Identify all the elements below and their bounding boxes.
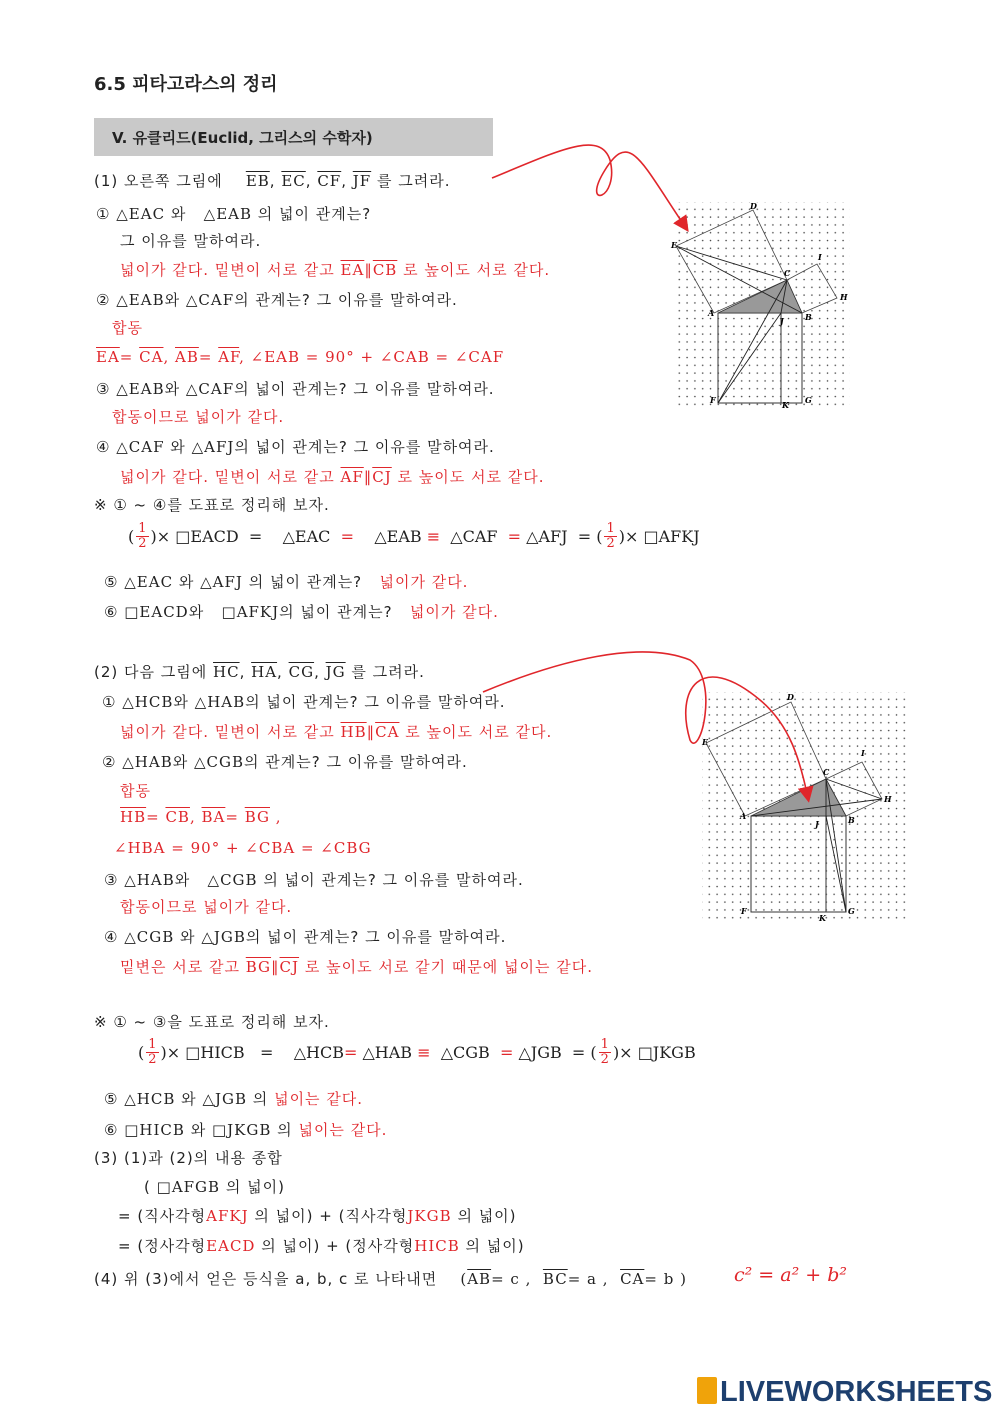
s1-question: (1) 오른쪽 그림에 $\overline{EB}$, $\overline{EC}$, $\overline{CF}$, $\overline{JF}$ 를 그려라. bbox=[94, 172, 451, 190]
label-c: C bbox=[823, 767, 830, 777]
banner-text: V. 유클리드(Euclid, 그리스의 수학자) bbox=[112, 129, 373, 147]
s3-line3: = (정사각형EACD 의 넓이) + (정사각형HICB 의 넓이) bbox=[118, 1237, 525, 1255]
s2-q3: ③ △HAB와 △CGB 의 넓이 관계는? 그 이유를 말하여라. bbox=[104, 871, 524, 889]
label-k: K bbox=[782, 400, 789, 410]
liveworksheets-logo: LIVEWORKSHEETS bbox=[697, 1376, 992, 1409]
frac-half: $\frac{1}{2}$ bbox=[600, 1037, 609, 1067]
s4-line: (4) 위 (3)에서 얻은 등식을 a, b, c 로 나타내면 ($\overline{AB}= c$ , $\overline{BC}= a$ , $\overline{CA}= b$ ) bbox=[94, 1270, 687, 1288]
label-c: C bbox=[784, 268, 791, 278]
label-g: G bbox=[805, 395, 812, 405]
s2-q2: ② △HAB와 △CGB의 관계는? 그 이유를 말하여라. bbox=[102, 753, 468, 771]
label-d: D bbox=[787, 692, 794, 702]
s1-note: ※ ① ~ ④를 도표로 정리해 보자. bbox=[94, 496, 330, 514]
s2-note: ※ ① ~ ③을 도표로 정리해 보자. bbox=[94, 1013, 330, 1031]
label-b: B bbox=[805, 312, 812, 322]
figure-1 bbox=[670, 200, 850, 410]
s3-line1: ( □AFGB 의 넓이) bbox=[144, 1178, 285, 1196]
label-i: I bbox=[818, 252, 822, 262]
s1-q5: ⑤ △EAC 와 △AFJ 의 넓이 관계는? 넓이가 같다. bbox=[104, 573, 469, 591]
s2-a2-line1: 합동 bbox=[120, 782, 151, 800]
s1-a2-line2: $\overline{EA}= \overline{CA}$, $\overline{AB}= \overline{AF}$, ∠EAB = 90° + ∠CAB = ∠CAF bbox=[96, 348, 505, 366]
s3-question: (3) (1)과 (2)의 내용 종합 bbox=[94, 1149, 283, 1167]
label-b: B bbox=[848, 815, 855, 825]
s2-equation: ( $\frac{1}{2}$ )× □HICB = △HCB = △HAB ≡ △CGB = △JGB = ( $\frac{1}{2}$ )× □JKGB bbox=[138, 1037, 696, 1067]
frac-half: $\frac{1}{2}$ bbox=[148, 1037, 157, 1067]
label-a: A bbox=[708, 308, 715, 318]
s2-a3: 합동이므로 넓이가 같다. bbox=[120, 898, 293, 916]
logo-icon bbox=[697, 1377, 717, 1404]
s1-a2-line1: 합동 bbox=[112, 319, 143, 337]
s2-a1: 넓이가 같다. 밑변이 서로 같고 $\overline{HB}\parallel\overline{CA}$ 로 높이도 서로 같다. bbox=[120, 723, 553, 741]
s1-q1: ① △EAC 와 △EAB 의 넓이 관계는? bbox=[96, 205, 372, 223]
label-j: J bbox=[815, 819, 819, 829]
label-f: F bbox=[741, 906, 747, 916]
s1-q2: ② △EAB와 △CAF의 관계는? 그 이유를 말하여라. bbox=[96, 291, 458, 309]
label-h: H bbox=[884, 794, 892, 804]
s1-equation: ( $\frac{1}{2}$ )× □EACD = △EAC = △EAB ≡ △CAF = △AFJ = ( $\frac{1}{2}$ )× □AFKJ bbox=[128, 521, 700, 551]
arrow-1 bbox=[492, 145, 686, 228]
s3-line2: = (직사각형AFKJ 의 넓이) + (직사각형JKGB 의 넓이) bbox=[118, 1207, 517, 1225]
label-e: E bbox=[702, 737, 709, 747]
s1-a3: 합동이므로 넓이가 같다. bbox=[112, 408, 285, 426]
label-j: J bbox=[780, 316, 784, 326]
s2-q5: ⑤ △HCB 와 △JGB 의 넓이는 같다. bbox=[104, 1090, 364, 1108]
s1-q6: ⑥ □EACD와 □AFKJ의 넓이 관계는? 넓이가 같다. bbox=[104, 603, 499, 621]
s2-question: (2) 다음 그림에 $\overline{HC}$, $\overline{HA}$, $\overline{CG}$, $\overline{JG}$ 를 그려라. bbox=[94, 663, 425, 681]
label-a: A bbox=[740, 811, 747, 821]
label-h: H bbox=[840, 292, 848, 302]
section-banner bbox=[94, 118, 493, 156]
s1-q3: ③ △EAB와 △CAF의 넓이 관계는? 그 이유를 말하여라. bbox=[96, 380, 495, 398]
pythagorean-answer: c² = a² + b² bbox=[734, 1264, 847, 1286]
s2-a2-line2: $\overline{HB}= \overline{CB}$, $\overline{BA}= \overline{BG}$ , bbox=[120, 808, 282, 826]
label-d: D bbox=[750, 201, 757, 211]
s2-q1: ① △HCB와 △HAB의 넓이 관계는? 그 이유를 말하여라. bbox=[102, 693, 506, 711]
frac-half: $\frac{1}{2}$ bbox=[138, 521, 147, 551]
frac-half: $\frac{1}{2}$ bbox=[606, 521, 615, 551]
s2-q4: ④ △CGB 와 △JGB의 넓이 관계는? 그 이유를 말하여라. bbox=[104, 928, 507, 946]
s1-a1: 넓이가 같다. 밑변이 서로 같고 $\overline{EA}\parallel\overline{CB}$ 로 높이도 서로 같다. bbox=[120, 261, 551, 279]
page-title: 6.5 피타고라스의 정리 bbox=[94, 74, 278, 95]
s2-a4: 밑변은 서로 같고 $\overline{BG}\parallel\overline{CJ}$ 로 높이도 서로 같기 때문에 넓이는 같다. bbox=[120, 958, 594, 976]
label-g: G bbox=[848, 906, 855, 916]
figure-2 bbox=[700, 690, 910, 925]
label-k: K bbox=[819, 913, 826, 923]
s2-q6: ⑥ □HICB 와 □JKGB 의 넓이는 같다. bbox=[104, 1121, 388, 1139]
label-f: F bbox=[710, 395, 716, 405]
label-i: I bbox=[861, 748, 865, 758]
s1-a4: 넓이가 같다. 밑변이 서로 같고 $\overline{AF}\parallel\overline{CJ}$ 로 높이도 서로 같다. bbox=[120, 468, 545, 486]
s1-q4: ④ △CAF 와 △AFJ의 넓이 관계는? 그 이유를 말하여라. bbox=[96, 438, 495, 456]
label-e: E bbox=[671, 240, 678, 250]
s1-q1-line2: 그 이유를 말하여라. bbox=[120, 232, 262, 250]
s2-a2-line3: ∠HBA = 90° + ∠CBA = ∠CBG bbox=[114, 839, 372, 857]
